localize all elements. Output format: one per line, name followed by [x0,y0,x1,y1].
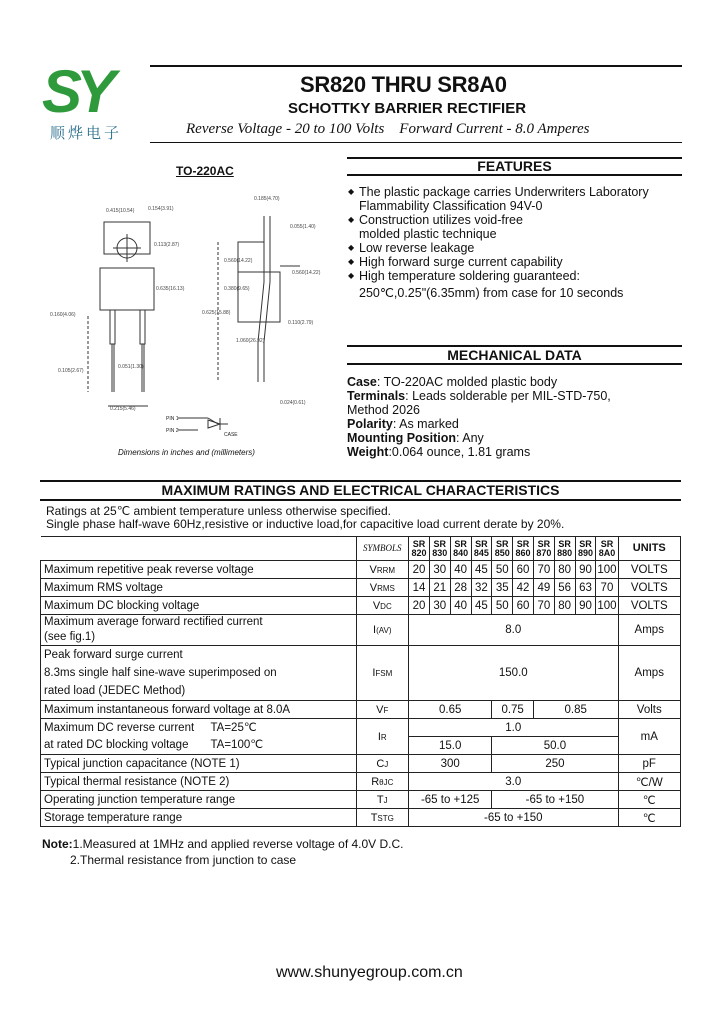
header-top-rule [150,65,682,67]
table-row: Typical thermal resistance (NOTE 2) RθJC 3.0 ℃/W [41,773,681,791]
package-label: TO-220AC [176,164,234,178]
svg-text:1.060(26.92): 1.060(26.92) [236,338,265,344]
table-row: Maximum average forward rectified current (see fig.1) I(AV) 8.0 Amps [41,615,681,646]
table-row: Maximum repetitive peak reverse voltage VRRM 20 30 40 45 50 60 70 80 90 100 VOLTS [41,561,681,579]
notes: Note:1.Measured at 1MHz and applied reverse voltage of 4.0V D.C. 2.Thermal resistance from junction to case [42,837,404,867]
pin2-label: PIN 2 [166,428,179,434]
part-number-header: SR 820 [409,537,430,561]
part-number-header: SR 840 [450,537,471,561]
svg-text:0.560(14.22): 0.560(14.22) [224,258,253,264]
mechanical-heading: MECHANICAL DATA [347,345,682,365]
company-logo: SY [42,58,111,125]
part-number-header: SR 880 [554,537,575,561]
rating-summary: Reverse Voltage - 20 to 100 Volts Forward Current - 8.0 Amperes [186,121,590,137]
svg-text:0.105(2.67): 0.105(2.67) [58,368,84,374]
package-outline-drawing [48,182,348,444]
part-number-header: SR 890 [575,537,596,561]
svg-text:0.635(16.13): 0.635(16.13) [156,286,185,292]
part-number-header: SR 845 [471,537,492,561]
table-row: Operating junction temperature range TJ -65 to +125 -65 to +150 ℃ [41,791,681,809]
list-item: molded plastic technique [359,227,497,241]
svg-text:0.625(15.88): 0.625(15.88) [202,310,231,316]
page-title: SR820 THRU SR8A0 [300,72,507,97]
table-row: Maximum DC blocking voltage VDC 20 30 40 45 50 60 70 80 90 100 VOLTS [41,597,681,615]
part-number-header: SR 860 [513,537,534,561]
features-heading: FEATURES [347,157,682,176]
svg-text:0.154(3.91): 0.154(3.91) [148,206,174,212]
svg-text:0.560(14.22): 0.560(14.22) [292,270,321,276]
svg-text:0.055(1.40): 0.055(1.40) [290,224,316,230]
dimensions-note: Dimensions in inches and (millimeters) [118,448,255,457]
page-subtitle: SCHOTTKY BARRIER RECTIFIER [288,100,527,117]
svg-text:0.024(0.61): 0.024(0.61) [280,400,306,406]
table-row: Maximum DC reverse current TA=25℃ at rated DC blocking voltage TA=100℃ IR 1.0 mA [41,719,681,737]
part-number-header: SR 8A0 [596,537,618,561]
table-row: Peak forward surge current 8.3ms single half sine-wave superimposed on rated load (JEDEC Method) IFSM 150.0 Amps [41,646,681,701]
mechanical-data: Case: TO-220AC molded plastic body Terminals: Leads solderable per MIL-STD-750, Method 2026 Polarity: As marked Mounting Position: Any Weight:0.064 ounce, 1.81 grams [347,375,611,459]
svg-text:0.415(10.54): 0.415(10.54) [106,208,135,214]
table-row: Maximum RMS voltage VRMS 14 21 28 32 35 42 49 56 63 70 VOLTS [41,579,681,597]
table-header-row: SYMBOLS SR 820 SR 830 SR 840 SR 845 SR 850 SR 860 SR 870 SR 880 SR 890 SR 8A0 UNITS [41,537,681,561]
pin1-label: PIN 1 [166,416,179,422]
list-item: ◆ High forward surge current capability [348,255,688,269]
ratings-table [40,536,681,827]
svg-text:0.380(9.65): 0.380(9.65) [224,286,250,292]
table-row: Maximum instantaneous forward voltage at 8.0A VF 0.65 0.75 0.85 Volts [41,701,681,719]
part-number-header: SR 850 [492,537,513,561]
svg-text:0.113(2.87): 0.113(2.87) [154,242,180,248]
ratings-conditions: Ratings at 25℃ ambient temperature unless otherwise specified. Single phase half-wave 60Hz,resistive or inductive load,for capacitive load current derate by 20%. [46,504,565,531]
svg-text:0.051(1.30): 0.051(1.30) [118,364,144,370]
svg-text:0.185(4.70): 0.185(4.70) [254,196,280,202]
list-item: ◆ Construction utilizes void-free [348,213,688,227]
company-name-chinese: 顺烨电子 [50,124,123,142]
table-row: 15.0 50.0 [41,737,681,755]
list-item: ◆ High temperature soldering guaranteed: [348,269,688,283]
case-label: CASE [224,432,238,438]
part-number-header: SR 870 [533,537,554,561]
list-item: ◆ Low reverse leakage [348,241,688,255]
footer-url[interactable]: www.shunyegroup.com.cn [276,964,463,981]
list-item: 250℃,0.25"(6.35mm) from case for 10 seconds [359,286,624,300]
list-item: ◆ The plastic package carries Underwriters Laboratory [348,185,688,199]
list-item: Flammability Classification 94V-0 [359,199,543,213]
ratings-heading: MAXIMUM RATINGS AND ELECTRICAL CHARACTERISTICS [40,480,681,501]
part-number-header: SR 830 [429,537,450,561]
svg-text:0.160(4.06): 0.160(4.06) [50,312,76,318]
table-row: Typical junction capacitance (NOTE 1) CJ 300 250 pF [41,755,681,773]
header-bottom-rule [150,142,682,143]
table-row: Storage temperature range TSTG -65 to +150 ℃ [41,809,681,827]
svg-text:0.110(2.79): 0.110(2.79) [288,320,314,326]
features-list [348,185,688,300]
svg-text:0.215(5.46): 0.215(5.46) [110,406,136,412]
